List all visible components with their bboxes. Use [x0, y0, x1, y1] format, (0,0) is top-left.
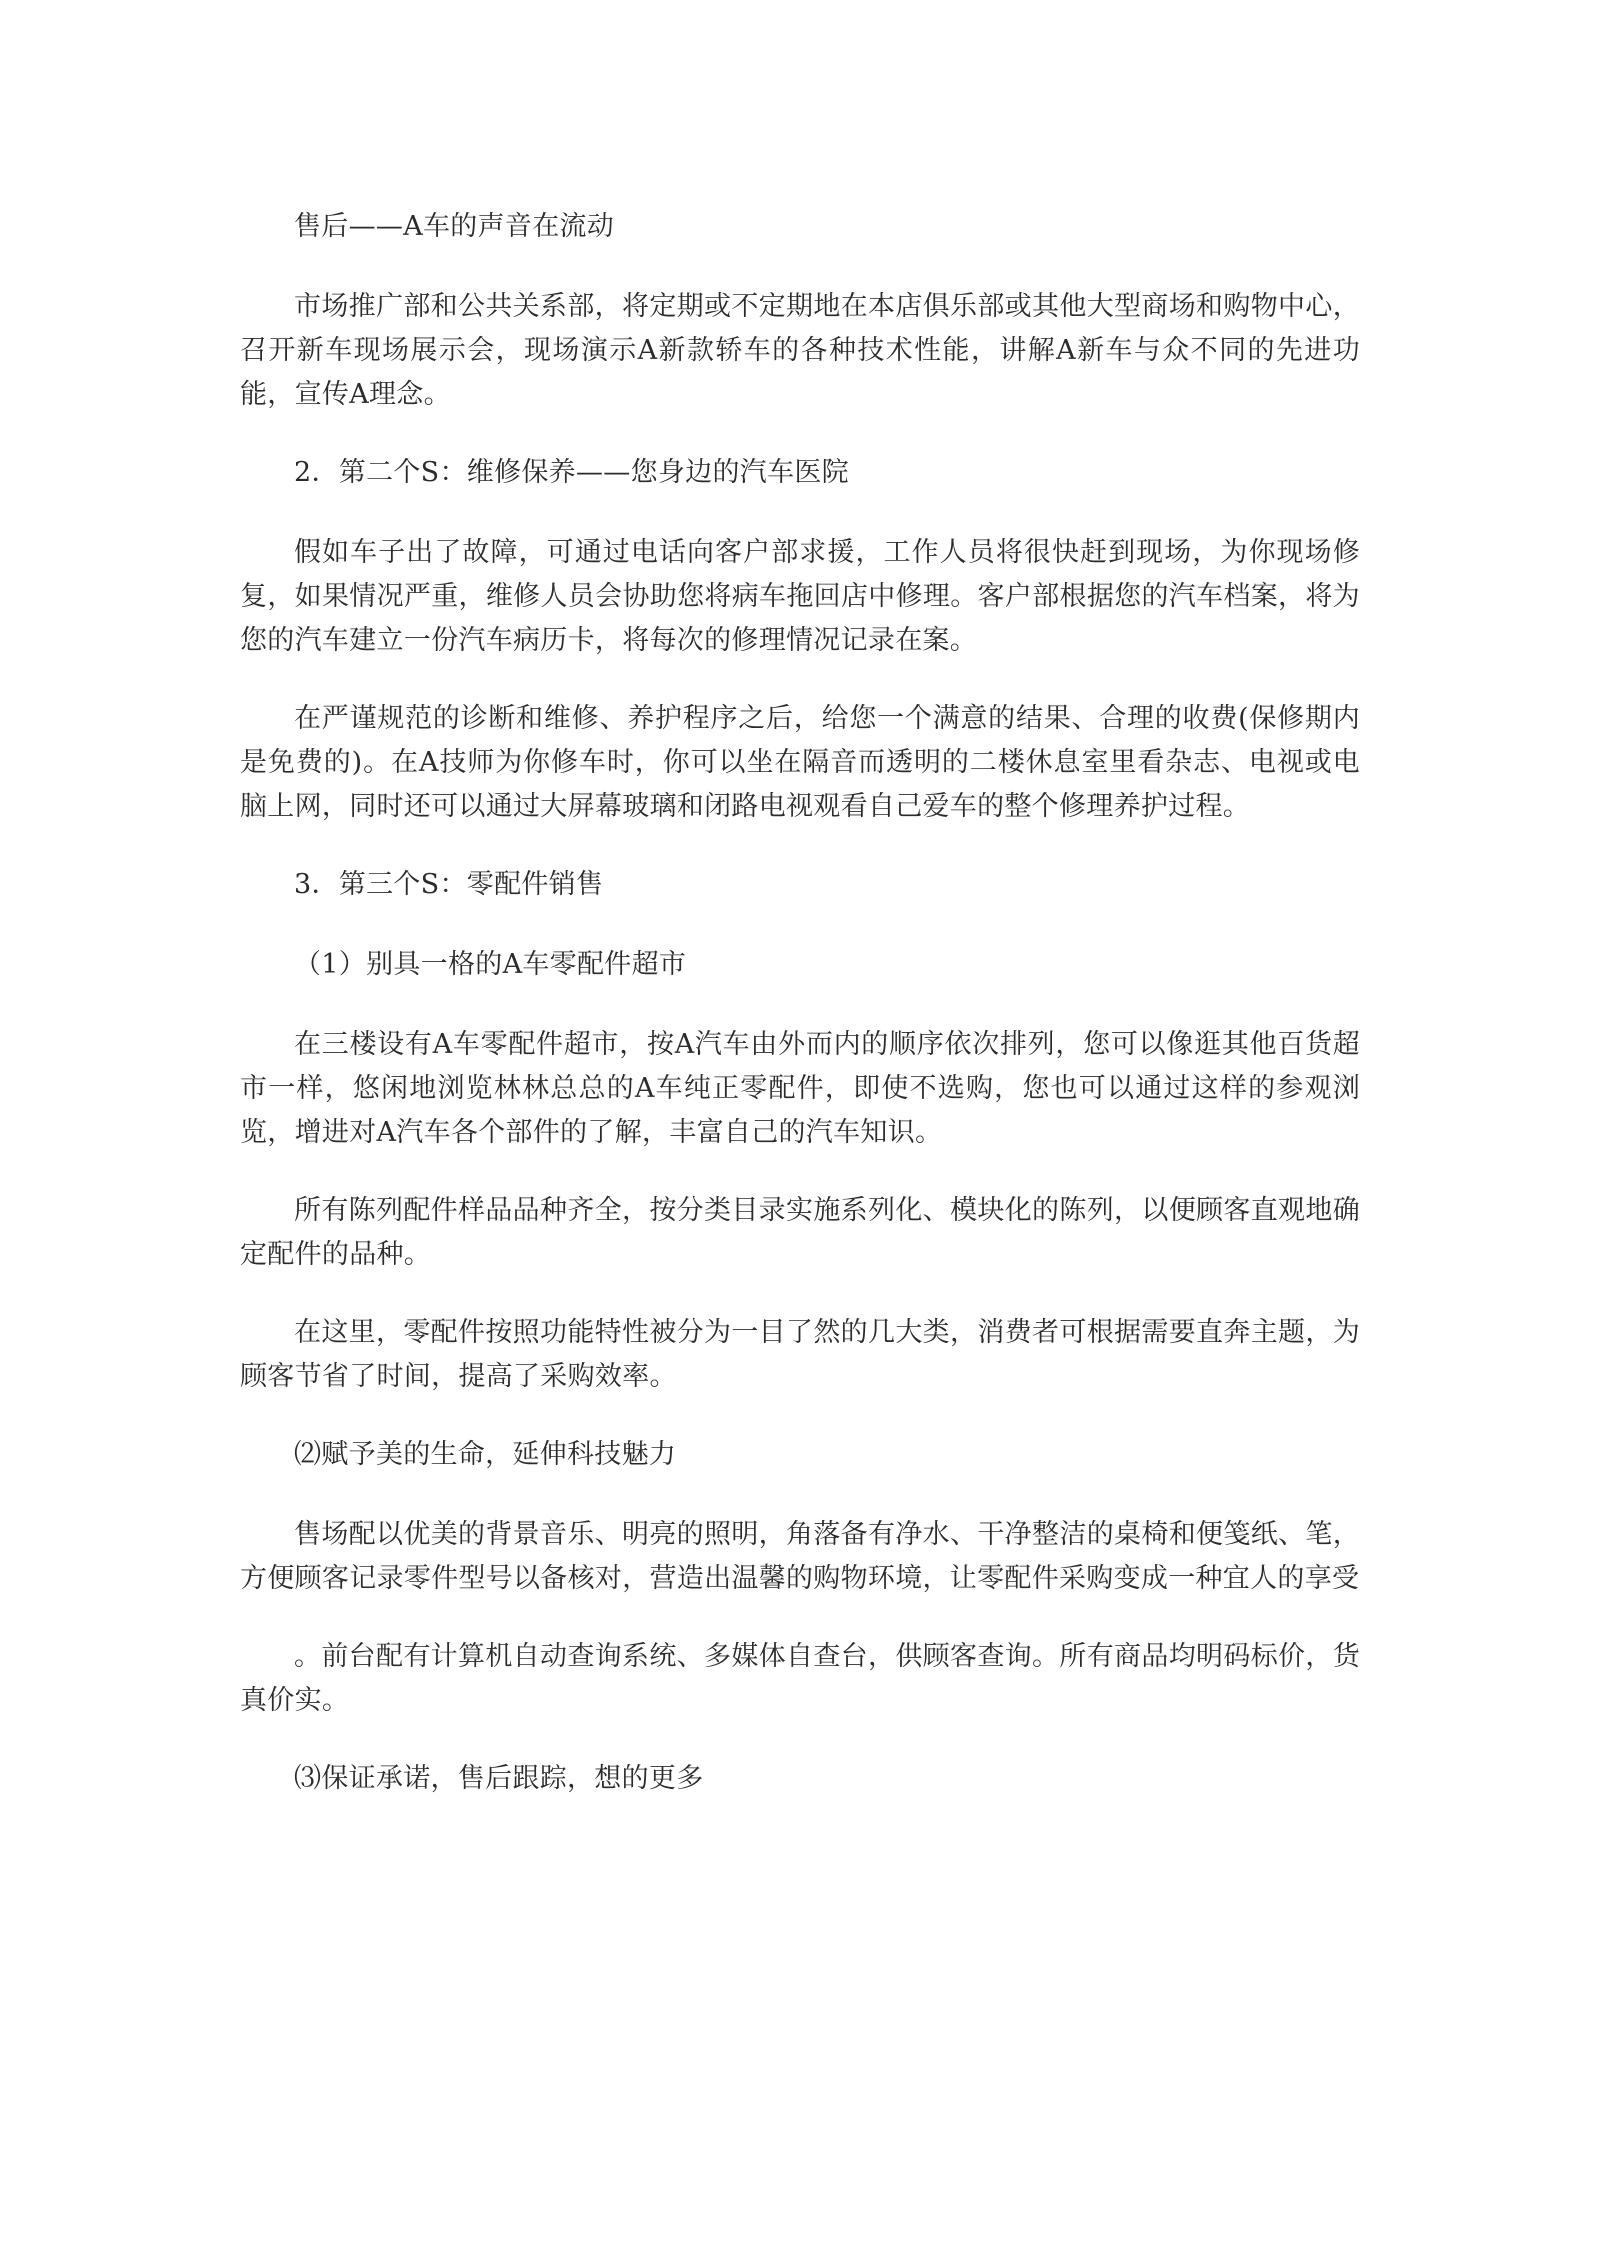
paragraph-shopping-environment: 售场配以优美的背景音乐、明亮的照明，角落备有净水、干净整洁的桌椅和便笺纸、笔，方便顾客记录零件型号以备核对，营造出温馨的购物环境，让零配件采购变成一种宜人的享受 [240, 1519, 1360, 1594]
subheading-guarantee: ⑶保证承诺，售后跟踪，想的更多 [294, 1763, 704, 1794]
paragraph-supermarket-layout: 在三楼设有A车零配件超市，按A汽车由外而内的顺序依次排列，您可以像逛其他百货超市一样，悠闲地浏览林林总总的A车纯正零配件，即使不选购，您也可以通过这样的参观浏览，增进对A汽车各个部件的了解，丰富自己的汽车知识。 [240, 1029, 1360, 1148]
document-body [240, 205, 1360, 1837]
paragraph-promotion: 市场推广部和公共关系部，将定期或不定期地在本店俱乐部或其他大型商场和购物中心，召开新车现场展示会，现场演示A新款轿车的各种技术性能，讲解A新车与众不同的先进功能，宣传A理念。 [240, 291, 1360, 410]
section-heading-parts-sales: 3．第三个S：零配件销售 [294, 869, 604, 900]
subheading-beauty-technology: ⑵赋予美的生命，延伸科技魅力 [294, 1439, 677, 1470]
section-heading-after-sales: 售后——A车的声音在流动 [294, 211, 615, 242]
paragraph-front-desk: 。前台配有计算机自动查询系统、多媒体自查台，供顾客查询。所有商品均明码标价，货真价实。 [240, 1641, 1360, 1716]
paragraph-categories: 在这里，零配件按照功能特性被分为一目了然的几大类，消费者可根据需要直奔主题，为顾客节省了时间，提高了采购效率。 [240, 1317, 1360, 1392]
subheading-parts-supermarket: （1）别具一格的A车零配件超市 [294, 949, 687, 980]
paragraph-display-samples: 所有陈列配件样品品种齐全，按分类目录实施系列化、模块化的陈列，以便顾客直观地确定配件的品种。 [240, 1195, 1360, 1270]
paragraph-diagnosis-service: 在严谨规范的诊断和维修、养护程序之后，给您一个满意的结果、合理的收费(保修期内是免费的)。在A技师为你修车时，你可以坐在隔音而透明的二楼休息室里看杂志、电视或电脑上网，同时还可以通过大屏幕玻璃和闭路电视观看自己爱车的整个修理养护过程。 [240, 703, 1360, 822]
section-heading-maintenance: 2．第二个S：维修保养——您身边的汽车医院 [294, 457, 849, 488]
paragraph-breakdown-rescue: 假如车子出了故障，可通过电话向客户部求援，工作人员将很快赶到现场，为你现场修复，如果情况严重，维修人员会协助您将病车拖回店中修理。客户部根据您的汽车档案，将为您的汽车建立一份汽车病历卡，将每次的修理情况记录在案。 [240, 537, 1360, 656]
